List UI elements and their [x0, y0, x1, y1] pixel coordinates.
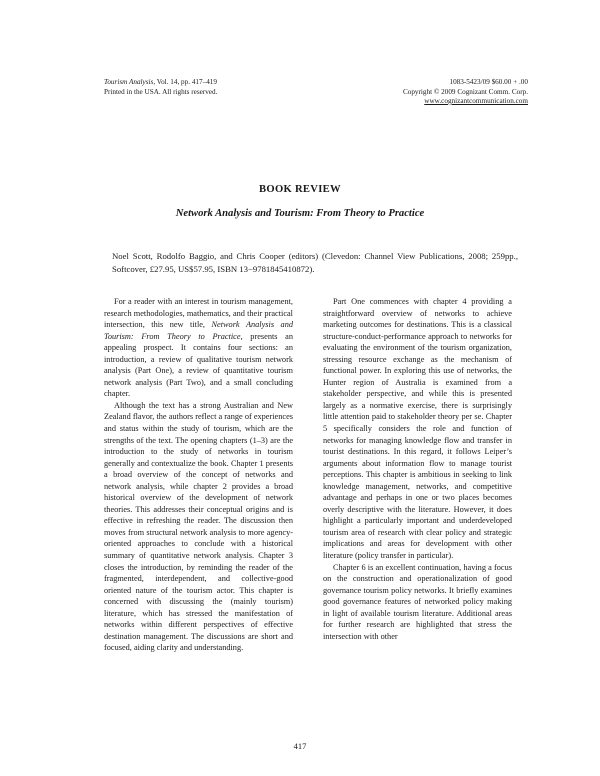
- copyright-line: Copyright © 2009 Cognizant Comm. Corp.: [402, 87, 528, 96]
- paragraph: Although the text has a strong Australian and New Zealand flavor, the authors reflect a range of experiences and status within the study of tourism, which are the strengths of the text. The opening chapters (1–3) are the introduction to the study of networks in tourism generally and contextualize the book. Chapter 1 presents a broad overview of the concept of networks and network analysis, while chapter 2 provides a broad historical overview of the development of network theories. This addresses their conceptual origins and is effective in refreshing the reader. The discussion then moves from structural network analysis to more agency-oriented approaches to conclude with a historical summary of quantitative network analysis. Chapter 3 closes the introduction, by reminding the reader of the fragmented, interdependent, and collective-good oriented nature of the tourism actor. This chapter is concerned with discussing the (mainly tourism) literature, which has stressed the manifestation of networks within different perspectives of effective destination management. The discussions are short and focused, aiding clarity and understanding.: [104, 400, 293, 653]
- left-column: [104, 296, 293, 654]
- journal-name: Tourism Analysis: [104, 78, 154, 86]
- issn-line: 1083-5423/09 $60.00 + .00: [449, 78, 528, 86]
- header-right: [403, 78, 528, 107]
- paragraph: Chapter 6 is an excellent continuation, having a focus on the construction and operationalization of good governance tourism policy networks. It briefly examines good governance features of networked policy making in light of available tourism literature. Additional areas for further research are highlighted that stress the intersection with other: [323, 562, 512, 641]
- section-title: BOOK REVIEW: [259, 184, 341, 195]
- volume-pages: , Vol. 14, pp. 417–419: [153, 78, 217, 86]
- header-left: [104, 78, 217, 97]
- book-title: Network Analysis and Tourism: From Theory to Practice: [175, 208, 425, 219]
- paragraph: [104, 296, 293, 400]
- publisher-url-link[interactable]: www.cognizantcommunication.com: [424, 97, 528, 105]
- journal-line: [104, 78, 217, 88]
- book-citation: Noel Scott, Rodolfo Baggio, and Chris Cooper (editors) (Clevedon: Channel View Publications, 2008; 259pp., Softcover, £27.95, US$57.95, ISBN 13−9781845410872).: [112, 251, 518, 274]
- page-number: 417: [293, 741, 307, 751]
- right-column: [323, 296, 512, 642]
- printed-line: Printed in the USA. All rights reserved.: [104, 87, 218, 96]
- book-title-inline: Network Analysis and Tourism: From Theory to Practice: [104, 320, 293, 341]
- paragraph: Part One commences with chapter 4 providing a straightforward overview of networks to achieve marketing outcomes for destinations. This is a classical structure-conduct-performance approach to networks for evaluating the environment of the tourism organization, stressing resource exchange as the mechanism of functional power. In exploring this use of networks, the Hunter region of Australia is examined from a stakeholder perspective, and while this is presented largely as a normative exercise, there is surprisingly little attention paid to stakeholder theory per se. Chapter 5 specifically considers the role and function of networks for managing knowledge flow and transfer in tourist destinations. In this regard, it follows Leiper’s arguments about information flow to manage tourist perceptions. This chapter is ambitious in seeking to link knowledge management, networks, and competitive advantage and perhaps in one or two places becomes overly descriptive with the literature. However, it does highlight a particularly important and underdeveloped tourism area of research with clear policy and strategic implications and areas for development with other literature (policy transfer in particular).: [323, 297, 512, 561]
- paragraph-text: For a reader with an interest in tourism management, research methodologies, mathematics, and their practical intersection, this new title,: [104, 297, 293, 330]
- paragraph-text: , presents an appealing prospect. It contains four sections: an introduction, a review of qualitative tourism network analysis (Part One), a review of quantitative tourism network analysis (Part Two), and a small concluding chapter.: [104, 331, 294, 399]
